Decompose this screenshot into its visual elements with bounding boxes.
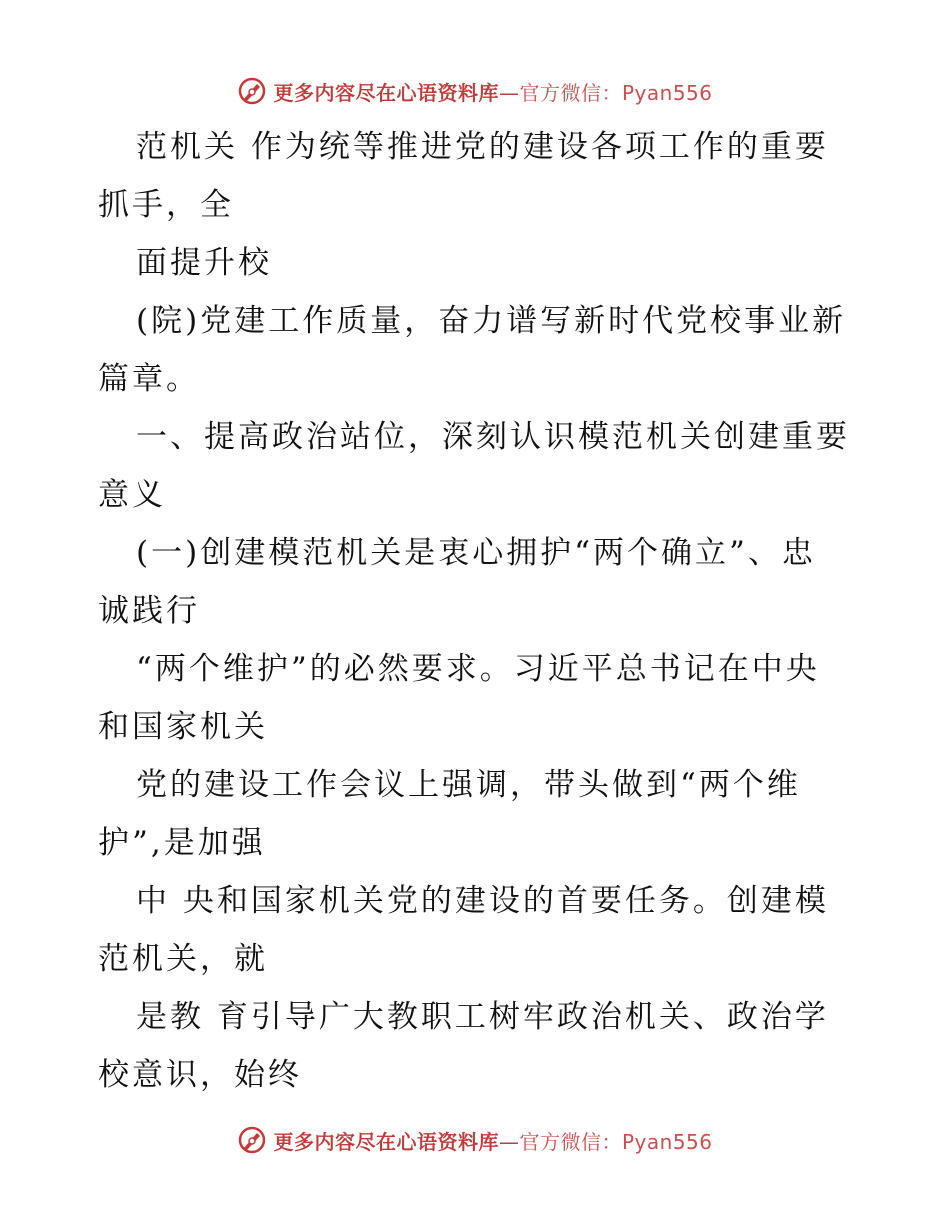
watermark-wechat-label: 官方微信：	[519, 80, 622, 105]
watermark-text	[273, 1126, 712, 1155]
text-line: 是教 育引导广大教职工树牢政治机关、政治学	[136, 999, 829, 1035]
text-line: (一)创建模范机关是衷心拥护“两个确立”、忠	[136, 535, 816, 571]
text-line: 意义	[98, 477, 166, 513]
watermark-footer	[0, 1120, 950, 1160]
watermark-dash: —	[498, 80, 520, 105]
text-line: 和国家机关	[98, 709, 268, 745]
quill-circle-logo-icon	[237, 1125, 267, 1155]
quill-circle-logo-icon	[237, 76, 267, 106]
text-line: 诚践行	[98, 593, 200, 629]
watermark-wechat-label: 官方微信：	[519, 1129, 622, 1154]
watermark-wechat-id: Pyan556	[621, 80, 713, 105]
text-line: “两个维护”的必然要求。习近平总书记在中央	[136, 651, 820, 687]
text-line: 范机关 作为统等推进党的建设各项工作的重要	[136, 129, 829, 165]
text-line: 抓手，全	[98, 187, 234, 223]
text-line: 范机关，就	[98, 941, 268, 977]
watermark-dash: —	[498, 1129, 520, 1154]
text-line: 中 央和国家机关党的建设的首要任务。创建模	[136, 883, 829, 919]
text-line: 面提升校	[136, 245, 272, 281]
text-line: (院)党建工作质量，奋力谱写新时代党校事业新	[136, 303, 847, 339]
text-line: 校意识，始终	[98, 1057, 302, 1093]
watermark-header	[0, 71, 950, 111]
text-line: 一、提高政治站位，深刻认识模范机关创建重要	[136, 419, 850, 455]
watermark-main: 更多内容尽在心语资料库	[273, 80, 499, 105]
watermark-text	[273, 77, 712, 106]
text-line: 护”,是加强	[98, 825, 266, 861]
document-body	[98, 118, 868, 1104]
text-line: 篇章。	[98, 361, 200, 397]
text-line: 党的建设工作会议上强调，带头做到“两个维	[136, 767, 801, 803]
watermark-wechat-id: Pyan556	[621, 1129, 713, 1154]
watermark-main: 更多内容尽在心语资料库	[273, 1129, 499, 1154]
